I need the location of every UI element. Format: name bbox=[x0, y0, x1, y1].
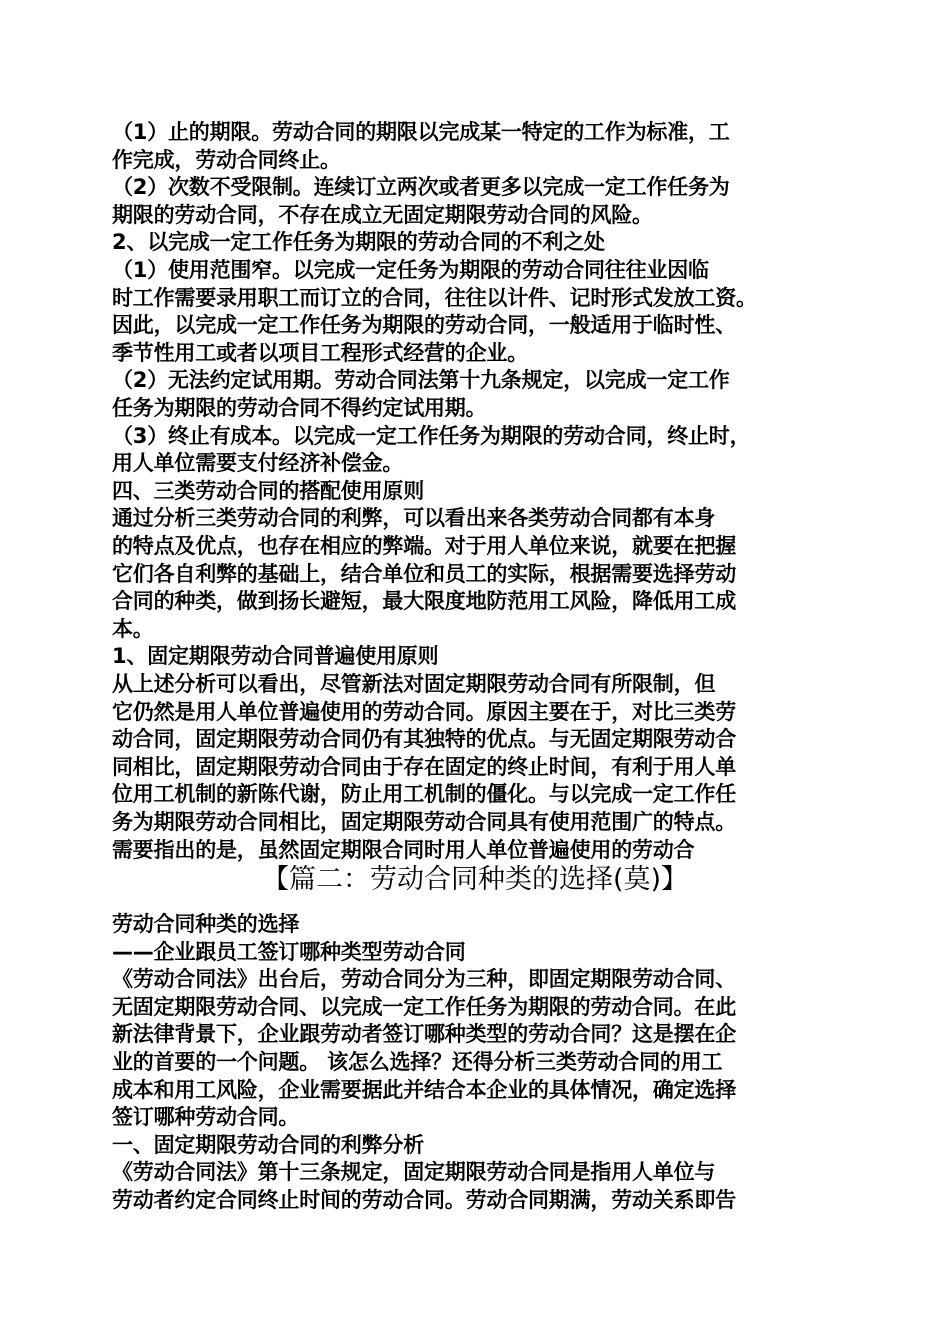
text-line: 业的首要的一个问题。 该怎么选择？还得分析三类劳动合同的用工 bbox=[112, 1050, 723, 1074]
text-line: 合同的种类，做到扬长避短，最大限度地防范用工风险，降低用工成 bbox=[112, 589, 736, 614]
text-line: 1、固定期限劳动合同普遍使用原则 bbox=[112, 644, 439, 669]
text-line: 从上述分析可以看出，尽管新法对固定期限劳动合同有所限制，但 bbox=[112, 672, 716, 696]
text-line: 通过分析三类劳动合同的利弊，可以看出来各类劳动合同都有本身 bbox=[112, 506, 716, 531]
text-line: 时工作需要录用职工而订立的合同，往往以计件、记时形式发放工资。 bbox=[112, 285, 757, 310]
text-line: （1）使用范围窄。以完成一定任务为期限的劳动合同往往业因临 bbox=[112, 258, 709, 282]
text-line: 无固定期限劳动合同、以完成一定工作任务为期限的劳动合同。在此 bbox=[112, 994, 736, 1019]
text-line: 位用工机制的新陈代谢，防止用工机制的僵化。与以完成一定工作任 bbox=[112, 782, 736, 807]
text-line: 任务为期限的劳动合同不得约定试用期。 bbox=[112, 396, 487, 420]
text-line: 它仍然是用人单位普遍使用的劳动合同。原因主要在于，对比三类劳 bbox=[112, 699, 736, 724]
text-line: 一、固定期限劳动合同的利弊分析 bbox=[112, 1132, 424, 1157]
text-line: （2）无法约定试用期。劳动合同法第十九条规定，以完成一定工作 bbox=[112, 368, 730, 393]
text-line: 的特点及优点，也存在相应的弊端。对于用人单位来说，就要在把握 bbox=[112, 534, 736, 558]
text-line: 新法律背景下，企业跟劳动者签订哪种类型的劳动合同？这是摆在企 bbox=[112, 1022, 736, 1047]
text-line: 2、以完成一定工作任务为期限的劳动合同的不利之处 bbox=[112, 230, 605, 255]
section-heading-part2: 【篇二：劳动合同种类的选择(莫)】 bbox=[261, 864, 689, 895]
text-line: （1）止的期限。劳动合同的期限以完成某一特定的工作为标准，工 bbox=[112, 120, 730, 144]
text-line: 《劳动合同法》第十三条规定，固定期限劳动合同是指用人单位与 bbox=[112, 1160, 716, 1185]
text-line: 劳动者约定合同终止时间的劳动合同。劳动合同期满，劳动关系即告 bbox=[112, 1188, 736, 1212]
text-line: 季节性用工或者以项目工程形式经营的企业。 bbox=[112, 340, 528, 365]
text-line: 期限的劳动合同，不存在成立无固定期限劳动合同的风险。 bbox=[112, 202, 653, 227]
text-line: 《劳动合同法》出台后，劳动合同分为三种，即固定期限劳动合同、 bbox=[112, 967, 736, 992]
text-line: 成本和用工风险，企业需要据此并结合本企业的具体情况，确定选择 bbox=[112, 1077, 736, 1102]
text-line: 作完成，劳动合同终止。 bbox=[112, 147, 341, 172]
text-line: 劳动合同种类的选择 bbox=[112, 912, 300, 936]
text-line: 本。 bbox=[112, 616, 154, 641]
text-line: 需要指出的是，虽然固定期限合同时用人单位普遍使用的劳动合 bbox=[112, 837, 695, 862]
text-line: 四、三类劳动合同的搭配使用原则 bbox=[112, 478, 424, 503]
text-line: 动合同，固定期限劳动合同仍有其独特的优点。与无固定期限劳动合 bbox=[112, 727, 736, 752]
text-line: 因此，以完成一定工作任务为期限的劳动合同，一般适用于临时性、 bbox=[112, 313, 736, 338]
text-line: （3）终止有成本。以完成一定工作任务为期限的劳动合同，终止时， bbox=[112, 423, 751, 448]
text-line: 同相比，固定期限劳动合同由于存在固定的终止时间，有利于用人单 bbox=[112, 754, 736, 779]
text-line: 它们各自利弊的基础上，结合单位和员工的实际，根据需要选择劳动 bbox=[112, 561, 736, 586]
text-line: ——企业跟员工签订哪种类型劳动合同 bbox=[112, 939, 466, 964]
text-line: 用人单位需要支付经济补偿金。 bbox=[112, 451, 404, 476]
text-line: 签订哪种劳动合同。 bbox=[112, 1105, 300, 1130]
text-line: 务为期限劳动合同相比，固定期限劳动合同具有使用范围广的特点。 bbox=[112, 810, 736, 834]
text-line: （2）次数不受限制。连续订立两次或者更多以完成一定工作任务为 bbox=[112, 175, 730, 200]
